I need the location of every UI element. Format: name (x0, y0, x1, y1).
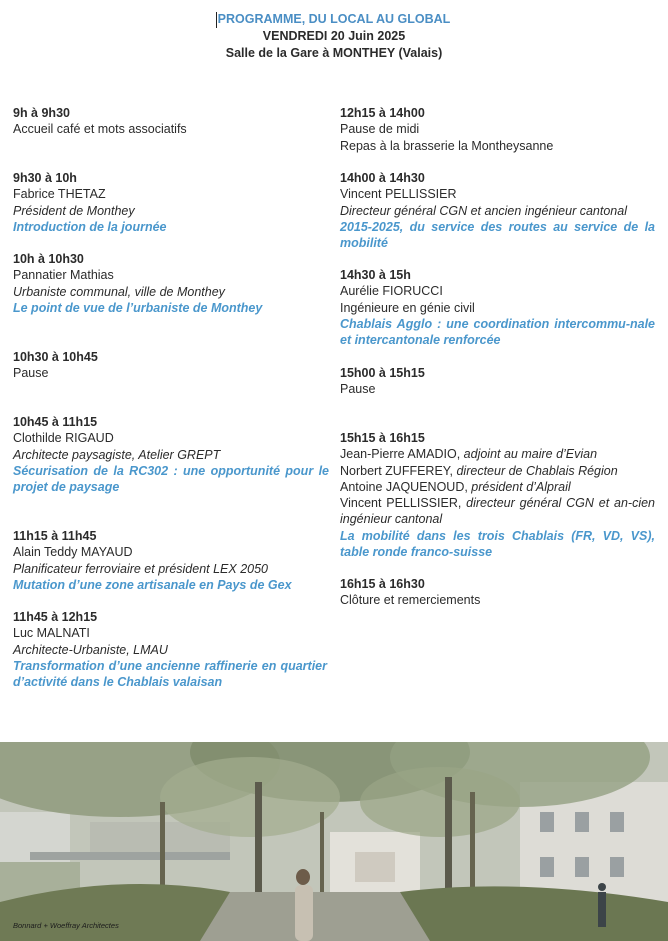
speaker-name: Vincent PELLISSIER (340, 187, 457, 202)
panelist-role: directeur général CGN et an-cien ingénieur cantonal (340, 496, 655, 527)
talk-title: Transformation d’une ancienne raffinerie en quartier d’activité dans le Chablais valaisan (13, 658, 327, 690)
slot-time: 9h30 à 10h (13, 171, 77, 185)
slot-text: Accueil café et mots associatifs (13, 122, 187, 137)
slot-text: Pause (13, 366, 49, 381)
panelist-name: Antoine JAQUENOUD, (340, 479, 468, 494)
photo-illustration (0, 742, 668, 941)
slot-text: Clôture et remerciements (340, 593, 481, 608)
panelist-role: adjoint au maire d’Evian (460, 447, 598, 462)
street-rendering-photo (0, 742, 668, 941)
slot-time: 10h30 à 10h45 (13, 350, 98, 364)
slot-time: 11h15 à 11h45 (13, 529, 97, 543)
slot-1500 (340, 365, 655, 398)
speaker-role: Architecte paysagiste, Atelier GREPT (13, 447, 221, 462)
panelist (340, 463, 655, 479)
slot-time: 14h30 à 15h (340, 268, 411, 282)
speaker-role: Président de Monthey (13, 203, 135, 218)
slot-1030 (13, 349, 333, 382)
slot-0930 (13, 170, 333, 235)
slot-1215 (340, 105, 655, 154)
speaker-name: Pannatier Mathias (13, 268, 114, 283)
speaker-role: Planificateur ferroviaire et président LEX 2050 (13, 561, 269, 576)
slot-time: 10h45 à 11h15 (13, 415, 98, 429)
slot-1000 (13, 251, 333, 316)
talk-title: Introduction de la journée (13, 219, 167, 234)
programme-title (218, 11, 451, 27)
slot-time: 14h00 à 14h30 (340, 171, 425, 185)
panelist-role: président d’Alprail (467, 479, 571, 494)
panelist (340, 479, 655, 495)
panelist-name: Jean-Pierre AMADIO, (340, 447, 461, 462)
speaker-role: Ingénieure en génie civil (340, 300, 475, 315)
panelist-role: directeur de Chablais Région (453, 463, 618, 478)
panelist (340, 495, 655, 528)
slot-text: Pause (340, 382, 376, 397)
talk-title: Sécurisation de la RC302 : une opportunité pour le projet de paysage (13, 463, 329, 495)
slot-time: 12h15 à 14h00 (340, 106, 425, 120)
speaker-role: Directeur général CGN et ancien ingénieur cantonal (340, 203, 627, 218)
slot-1045 (13, 414, 333, 495)
slot-1145 (13, 609, 333, 690)
slot-time: 11h45 à 12h15 (13, 610, 98, 624)
talk-title: 2015-2025, du service des routes au service de la mobilité (340, 219, 655, 251)
panelist-name: Norbert ZUFFEREY, (340, 463, 453, 478)
slot-1400 (340, 170, 655, 251)
speaker-role: Architecte-Urbaniste, LMAU (13, 642, 168, 657)
slot-text: Pause de midi (340, 122, 420, 137)
panelist-name: Vincent PELLISSIER, (340, 496, 462, 511)
speaker-name: Clothilde RIGAUD (13, 431, 114, 446)
speaker-name: Fabrice THETAZ (13, 187, 106, 202)
talk-title: Mutation d’une zone artisanale en Pays de Gex (13, 577, 292, 592)
event-date: VENDREDI 20 Juin 2025 (262, 29, 406, 43)
slot-time: 10h à 10h30 (13, 252, 84, 266)
talk-title: Chablais Agglo : une coordination intercommu-nale et intercantonale renforcée (340, 316, 655, 348)
panelist (340, 446, 655, 462)
slot-1430 (340, 267, 655, 348)
speaker-name: Alain Teddy MAYAUD (13, 545, 133, 560)
programme-header (0, 10, 668, 62)
slot-time: 15h00 à 15h15 (340, 366, 425, 380)
slot-1115 (13, 528, 333, 593)
programme-title-text: PROGRAMME, DU LOCAL AU GLOBAL (217, 12, 451, 26)
slot-time: 15h15 à 16h15 (340, 431, 425, 445)
slot-time: 16h15 à 16h30 (340, 577, 425, 591)
talk-title: La mobilité dans les trois Chablais (FR, VD, VS), table ronde franco-suisse (340, 528, 655, 560)
speaker-name: Luc MALNATI (13, 626, 90, 641)
slot-time: 9h à 9h30 (13, 106, 70, 120)
photo-credit: Bonnard + Woeffray Architectes (13, 921, 119, 930)
speaker-role: Urbaniste communal, ville de Monthey (13, 284, 225, 299)
speaker-name: Aurélie FIORUCCI (340, 284, 443, 299)
slot-1515 (340, 430, 655, 560)
slot-text: Repas à la brasserie la Montheysanne (340, 138, 554, 153)
slot-0900 (13, 105, 333, 138)
talk-title: Le point de vue de l’urbaniste de Monthey (13, 300, 263, 315)
slot-1615 (340, 576, 655, 609)
event-venue: Salle de la Gare à MONTHEY (Valais) (225, 46, 443, 60)
text-cursor (216, 12, 217, 28)
